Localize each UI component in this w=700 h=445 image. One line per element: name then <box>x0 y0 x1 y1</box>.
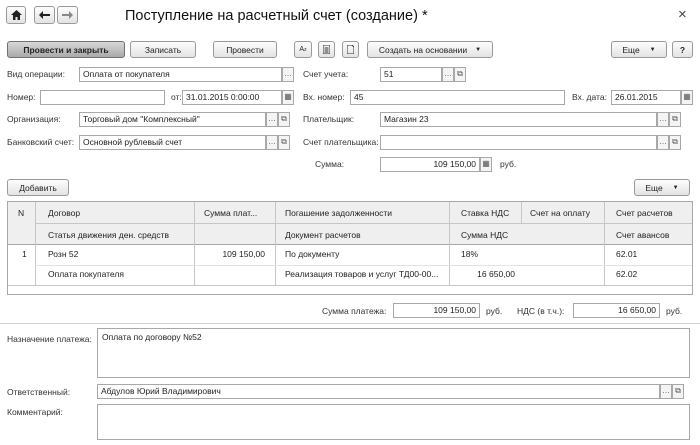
sum-currency: руб. <box>500 159 517 169</box>
purpose-field[interactable]: Оплата по договору №52 <box>97 328 690 378</box>
row-cash-flow-item[interactable]: Оплата покупателя <box>48 269 124 279</box>
in-number-label: Вх. номер: <box>303 92 345 102</box>
responsible-field[interactable]: Абдулов Юрий Владимирович <box>97 384 660 399</box>
vat-total-currency: руб. <box>666 306 683 316</box>
org-field[interactable]: Торговый дом "Комплексный" <box>79 112 266 127</box>
comment-label: Комментарий: <box>7 407 63 417</box>
col-header-invoice[interactable]: Счет на оплату <box>530 208 591 218</box>
in-number-field[interactable]: 45 <box>350 90 565 105</box>
home-icon <box>11 10 22 20</box>
col-header-advance-account[interactable]: Счет авансов <box>616 230 670 240</box>
calendar-icon[interactable]: ▦ <box>681 90 693 105</box>
col-header-debt-settlement[interactable]: Погашение задолженности <box>285 208 393 218</box>
number-label: Номер: <box>7 92 36 102</box>
arrow-left-icon <box>39 11 50 19</box>
arrow-right-icon <box>62 11 73 19</box>
org-choose-button[interactable]: … <box>266 112 278 127</box>
col-header-settlement-doc[interactable]: Документ расчетов <box>285 230 361 240</box>
save-button[interactable]: Записать <box>130 41 196 58</box>
payments-table <box>7 201 693 295</box>
row-settlement-account[interactable]: 62.01 <box>616 249 638 259</box>
payment-total-label: Сумма платежа: <box>322 306 387 316</box>
row-debt-settlement[interactable]: По документу <box>285 249 340 259</box>
close-icon[interactable]: × <box>678 6 687 23</box>
dropdown-arrow-icon: ▼ <box>649 46 656 53</box>
row-vat-rate[interactable]: 18% <box>461 249 479 259</box>
payer-account-field[interactable] <box>380 135 657 150</box>
number-field[interactable] <box>40 90 165 105</box>
post-and-close-button[interactable]: Провести и закрыть <box>7 41 125 58</box>
comment-field[interactable] <box>97 404 690 440</box>
payer-account-choose-button[interactable]: … <box>657 135 669 150</box>
post-button[interactable]: Провести <box>213 41 277 58</box>
col-header-vat-rate[interactable]: Ставка НДС <box>461 208 510 218</box>
table-more-label: Еще <box>645 182 663 193</box>
payer-field[interactable]: Магазин 23 <box>380 112 657 127</box>
document-icon[interactable] <box>342 41 359 58</box>
payer-label: Плательщик: <box>303 114 355 124</box>
bank-account-open-button[interactable]: ⧉ <box>278 135 290 150</box>
list-icon[interactable] <box>318 41 335 58</box>
in-date-label: Вх. дата: <box>572 92 607 102</box>
separator <box>0 323 700 324</box>
create-based-button[interactable] <box>367 41 493 58</box>
vat-total-label: НДС (в т.ч.): <box>517 306 565 316</box>
print-settings-icon[interactable]: A z <box>294 41 312 58</box>
responsible-choose-button[interactable]: … <box>660 384 672 399</box>
add-row-button[interactable]: Добавить <box>7 179 69 196</box>
account-field[interactable]: 51 <box>380 67 442 82</box>
forward-button[interactable] <box>57 6 78 24</box>
col-header-settlement-account[interactable]: Счет расчетов <box>616 208 673 218</box>
more-label: Еще <box>622 44 640 55</box>
table-more-button[interactable] <box>634 179 690 196</box>
calendar-icon[interactable]: ▦ <box>282 90 294 105</box>
col-header-cash-flow-item[interactable]: Статья движения ден. средств <box>48 230 170 240</box>
home-button[interactable] <box>6 6 26 24</box>
dropdown-arrow-icon: ▼ <box>672 184 679 191</box>
responsible-label: Ответственный: <box>7 387 71 397</box>
in-date-field[interactable]: 26.01.2015 <box>611 90 681 105</box>
bank-account-field[interactable]: Основной рублевый счет <box>79 135 266 150</box>
operation-label: Вид операции: <box>7 69 65 79</box>
more-button[interactable] <box>611 41 667 58</box>
col-header-payment-sum[interactable]: Сумма плат... <box>204 208 258 218</box>
org-open-button[interactable]: ⧉ <box>278 112 290 127</box>
row-advance-account[interactable]: 62.02 <box>616 269 638 279</box>
account-label: Счет учета: <box>303 69 349 79</box>
row-contract[interactable]: Розн 52 <box>48 249 79 259</box>
row-payment-sum[interactable]: 109 150,00 <box>222 249 265 259</box>
payer-account-open-button[interactable]: ⧉ <box>669 135 681 150</box>
bank-account-label: Банковский счет: <box>7 137 75 147</box>
from-label: от: <box>171 92 182 102</box>
purpose-label: Назначение платежа: <box>7 334 92 344</box>
payer-open-button[interactable]: ⧉ <box>669 112 681 127</box>
operation-field[interactable]: Оплата от покупателя <box>79 67 282 82</box>
payer-choose-button[interactable]: … <box>657 112 669 127</box>
row-n[interactable]: 1 <box>22 249 27 259</box>
create-based-label: Создать на основании <box>378 44 468 55</box>
org-label: Организация: <box>7 114 61 124</box>
payment-total-currency: руб. <box>486 306 503 316</box>
calculator-icon[interactable]: ▦ <box>480 157 492 172</box>
row-settlement-doc[interactable]: Реализация товаров и услуг ТД00-00... <box>285 269 439 279</box>
payer-account-label: Счет плательщика: <box>303 137 379 147</box>
operation-choose-button[interactable]: … <box>282 67 294 82</box>
sum-label: Сумма: <box>315 159 345 169</box>
col-header-contract[interactable]: Договор <box>48 208 81 218</box>
page-title: Поступление на расчетный счет (создание) * <box>125 8 428 24</box>
vat-total-field: 16 650,00 <box>573 303 660 318</box>
col-header-n[interactable]: N <box>18 208 25 218</box>
bank-account-choose-button[interactable]: … <box>266 135 278 150</box>
account-choose-button[interactable]: … <box>442 67 454 82</box>
back-button[interactable] <box>34 6 55 24</box>
row-vat-sum[interactable]: 16 650,00 <box>477 269 515 279</box>
help-button[interactable]: ? <box>672 41 693 58</box>
account-open-button[interactable]: ⧉ <box>454 67 466 82</box>
col-header-vat-sum[interactable]: Сумма НДС <box>461 230 509 240</box>
sum-field[interactable]: 109 150,00 <box>380 157 480 172</box>
date-field[interactable]: 31.01.2015 0:00:00 <box>182 90 282 105</box>
payment-total-field: 109 150,00 <box>393 303 480 318</box>
responsible-open-button[interactable]: ⧉ <box>672 384 684 399</box>
dropdown-arrow-icon: ▼ <box>475 46 482 53</box>
